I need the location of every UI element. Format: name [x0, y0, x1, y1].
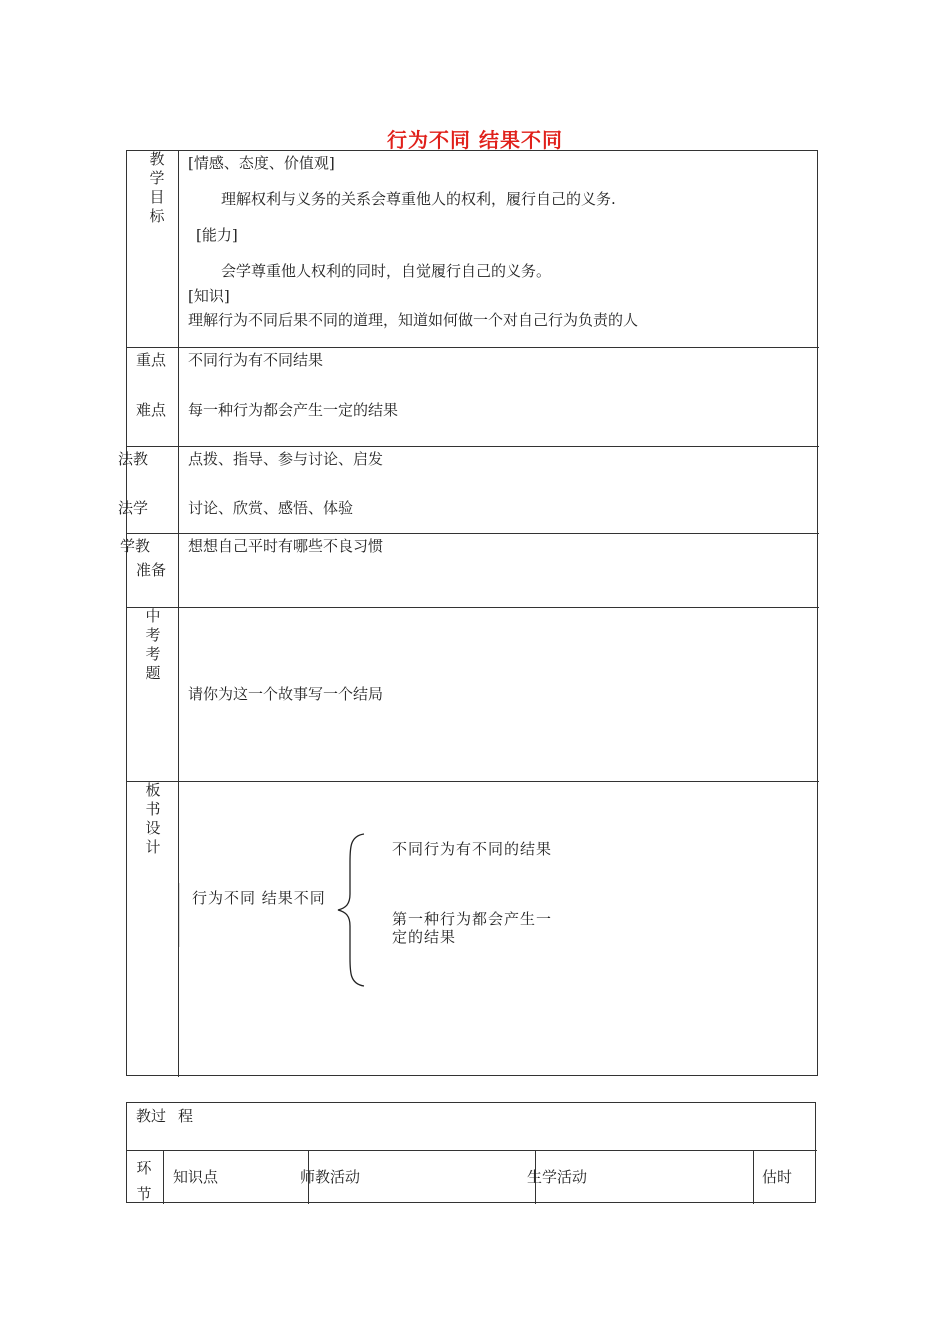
row-divider [127, 607, 819, 608]
curly-brace-icon [334, 832, 368, 988]
preparation-label-1: 学教 [120, 537, 151, 555]
teaching-method-label: 法教 [118, 450, 149, 468]
key-point-label: 重点 [136, 351, 167, 369]
board-branch-1: 不同行为有不同的结果 [392, 840, 553, 858]
knowledge-heading: [知识] [188, 287, 230, 305]
preparation-text: 想想自己平时有哪些不良习惯 [188, 537, 384, 555]
row-divider [127, 446, 819, 447]
learning-method-text: 讨论、欣赏、感悟、体验 [188, 499, 354, 517]
process-col-knowledge: 知识点 [173, 1168, 219, 1186]
board-inner-divider [179, 883, 180, 947]
objectives-label: 教学目标 [149, 150, 165, 225]
page-title: 行为不同 结果不同 [387, 128, 563, 152]
column-divider [753, 1150, 754, 1204]
row-divider [127, 533, 819, 534]
process-col-time: 估时 [762, 1168, 793, 1186]
teaching-method-text: 点拨、指导、参与讨论、启发 [188, 450, 384, 468]
process-header-b: 程 [178, 1107, 194, 1125]
knowledge-text: 理解行为不同后果不同的道理，知道如何做一个对自己行为负责的人 [188, 311, 639, 329]
column-divider [163, 1150, 164, 1204]
exam-label: 中考考题 [145, 607, 161, 682]
process-col-teacher: 师教活动 [300, 1168, 361, 1186]
board-label: 板书设计 [145, 781, 161, 856]
board-branch-2: 第一种行为都会产生一定的结果 [392, 910, 553, 946]
ability-text: 会学尊重他人权利的同时，自觉履行自己的义务。 [221, 262, 552, 280]
preparation-label-2: 准备 [136, 561, 167, 579]
key-point-text: 不同行为有不同结果 [188, 351, 324, 369]
attitude-heading: [情感、态度、价值观] [188, 154, 335, 172]
process-table [126, 1102, 816, 1203]
difficulty-label: 难点 [136, 401, 167, 419]
exam-text: 请你为这一个故事写一个结局 [188, 685, 384, 703]
process-col-stage: 环节 [136, 1159, 152, 1203]
attitude-text: 理解权利与义务的关系会尊重他人的权利，履行自己的义务. [221, 190, 616, 208]
row-divider [127, 781, 819, 782]
row-divider [127, 347, 819, 348]
ability-heading: [能力] [196, 226, 238, 244]
difficulty-text: 每一种行为都会产生一定的结果 [188, 401, 399, 419]
process-col-student: 生学活动 [527, 1168, 588, 1186]
learning-method-label: 法学 [118, 499, 149, 517]
row-divider [127, 1150, 817, 1151]
board-center-text: 行为不同 结果不同 [192, 889, 326, 907]
process-header-a: 教过 [136, 1107, 167, 1125]
